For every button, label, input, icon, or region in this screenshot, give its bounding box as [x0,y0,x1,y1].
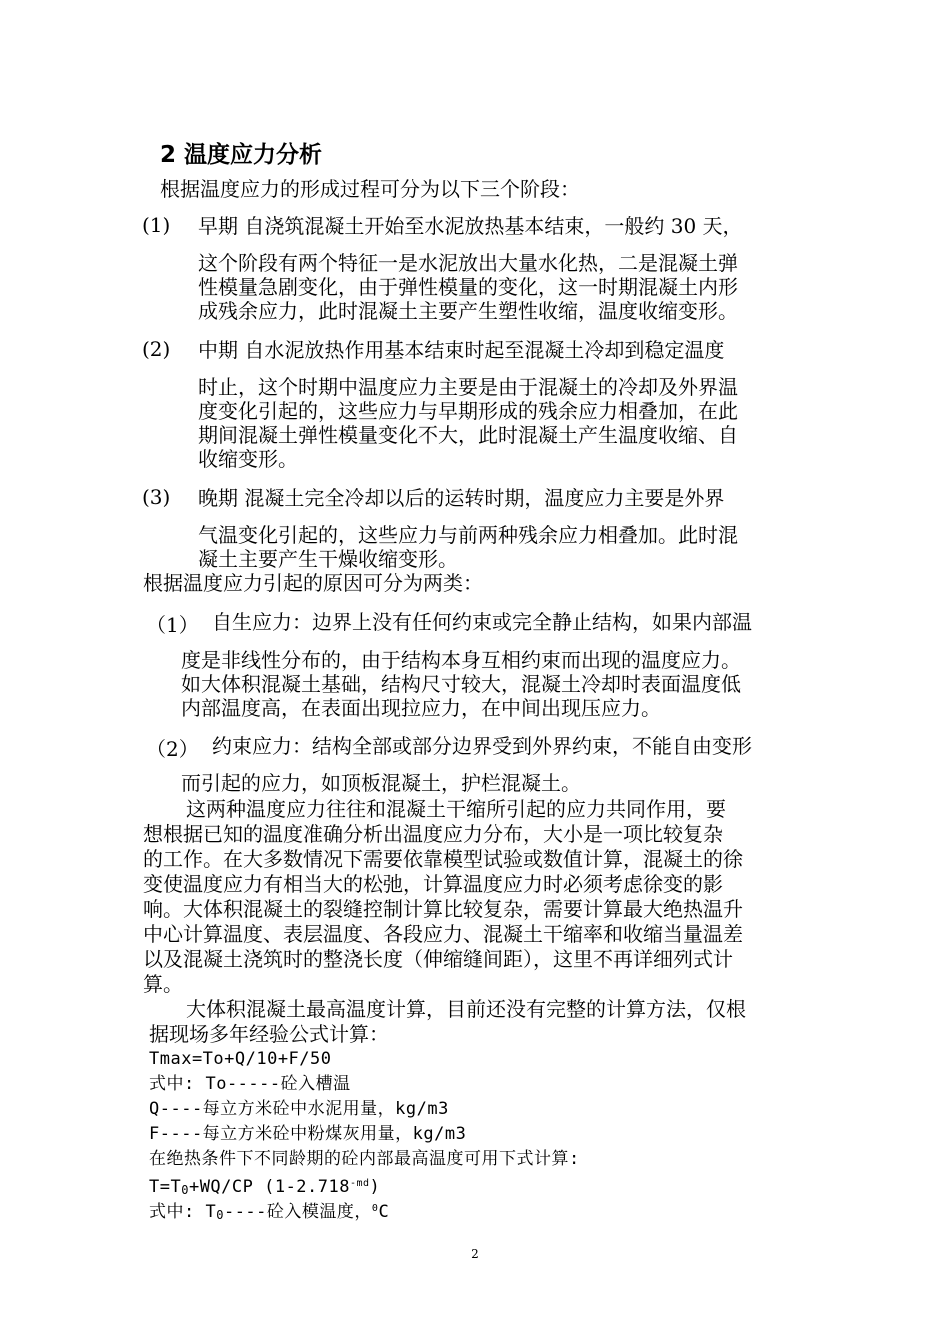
formula-2-where-superscript: 0 [371,1203,379,1214]
cause-1-line: 如大体积混凝土基础，结构尺寸较大，混凝土冷却时表面温度低 [181,672,741,696]
stage-2-line: 收缩变形。 [198,447,298,471]
formula-2-superscript: -md [349,1178,370,1189]
formula-1: Tmax=To+Q/10+F/50 [149,1049,332,1069]
formula-1-where: 式中: To-----砼入槽温 [149,1074,351,1094]
stage-2-number: (2) [142,337,171,361]
paragraph-line: 响。大体积混凝土的裂缝控制计算比较复杂，需要计算最大绝热温升 [143,897,743,921]
stage-3-line: 气温变化引起的，这些应力与前两种残余应力相叠加。此时混 [198,523,738,547]
stage-2-line: 时止，这个时期中温度应力主要是由于混凝土的冷却及外界温 [198,375,738,399]
stage-1-number: (1) [142,213,171,237]
formula-1-f: F----每立方米砼中粉煤灰用量，kg/m3 [149,1124,467,1144]
formula-2-where-subscript: 0 [216,1208,224,1222]
cause-2-line: 约束应力：结构全部或部分边界受到外界约束，不能自由变形 [212,734,752,758]
formula-2-part: ) [369,1177,381,1197]
intro-text: 根据温度应力的形成过程可分为以下三个阶段： [160,177,580,201]
stage-3-line: 晚期 混凝土完全冷却以后的运转时期，温度应力主要是外界 [198,486,725,510]
formula-2-where [149,1196,389,1228]
paragraph-line: 变使温度应力有相当大的松弛，计算温度应力时必须考虑徐变的影 [143,872,723,896]
page-number: 2 [471,1247,479,1261]
cause-2-line: 而引起的应力，如顶板混凝土，护栏混凝土。 [181,771,581,795]
cause-2-number: （2） [146,737,199,761]
formula-2-part: T=T [149,1177,182,1197]
formula-2-intro: 在绝热条件下不同龄期的砼内部最高温度可用下式计算: [149,1149,580,1169]
stage-1-line: 早期 自浇筑混凝土开始至水泥放热基本结束，一般约 30 天， [198,214,743,238]
stage-1-line: 成残余应力，此时混凝土主要产生塑性收缩，温度收缩变形。 [198,299,738,323]
stage-3-number: (3) [142,485,171,509]
paragraph-line: 大体积混凝土最高温度计算，目前还没有完整的计算方法，仅根 [186,997,746,1021]
cause-1-number: （1） [146,613,199,637]
cause-1-line: 自生应力：边界上没有任何约束或完全静止结构，如果内部温 [212,610,752,634]
stage-1-line: 这个阶段有两个特征一是水泥放出大量水化热，二是混凝土弹 [198,251,738,275]
cause-1-line: 内部温度高，在表面出现拉应力，在中间出现压应力。 [181,696,661,720]
paragraph-line: 算。 [143,972,183,996]
stage-2-line: 度变化引起的，这些应力与早期形成的残余应力相叠加，在此 [198,399,738,423]
formula-2-part: +WQ/CP (1-2.718 [188,1177,350,1197]
stage-2-line: 中期 自水泥放热作用基本结束时起至混凝土冷却到稳定温度 [198,338,725,362]
paragraph-line: 以及混凝土浇筑时的整浇长度（伸缩缝间距），这里不再详细列式计 [143,947,733,971]
formula-1-q: Q----每立方米砼中水泥用量，kg/m3 [149,1099,449,1119]
cause-1-line: 度是非线性分布的，由于结构本身互相约束而出现的温度应力。 [181,648,741,672]
paragraph-line: 想根据已知的温度准确分析出温度应力分布，大小是一项比较复杂 [143,822,723,846]
paragraph-line: 这两种温度应力往往和混凝土干缩所引起的应力共同作用，要 [186,797,726,821]
stage-2-line: 期间混凝土弹性模量变化不大，此时混凝土产生温度收缩、自 [198,423,738,447]
formula-2-subscript: 0 [181,1183,189,1197]
formula-2-where-part: 式中: T [149,1202,217,1222]
stage-3-line: 凝土主要产生干燥收缩变形。 [198,547,458,571]
paragraph-line: 据现场多年经验公式计算： [149,1022,389,1046]
formula-2-where-part: C [378,1202,390,1222]
paragraph-line: 中心计算温度、表层温度、各段应力、混凝土干缩率和收缩当量温差 [143,922,743,946]
formula-2-where-part: ----砼入模温度， [223,1202,372,1222]
paragraph-line: 的工作。在大多数情况下需要依靠模型试验或数值计算，混凝土的徐 [143,847,743,871]
stage-1-line: 性模量急剧变化，由于弹性模量的变化，这一时期混凝土内形 [198,275,738,299]
section-title: 2 温度应力分析 [160,142,323,168]
cause-intro: 根据温度应力引起的原因可分为两类： [143,571,483,595]
